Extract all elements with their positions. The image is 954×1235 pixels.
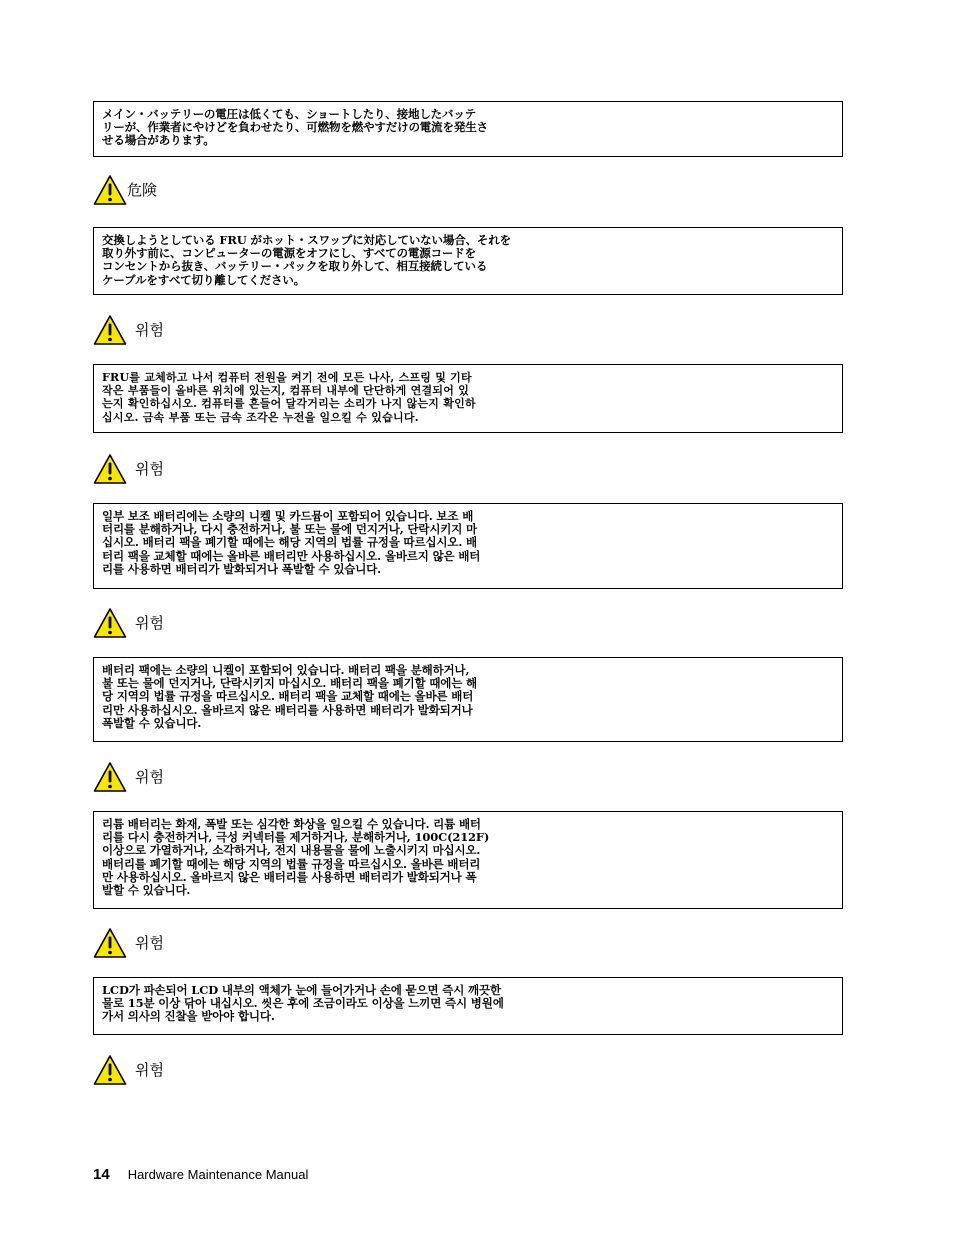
- warning-triangle-icon: [93, 1054, 127, 1086]
- warning-triangle-icon: [93, 607, 127, 639]
- notice-text: LCD가 파손되어 LCD 내부의 액체가 눈에 들어가거나 손에 묻으면 즉시 깨끗한 물로 15분 이상 닦아 내십시오. 씻은 후에 조금이라도 이상을 느끼면 즉시 병원에 가서 의사의 진찰을 받아야 합니다.: [102, 983, 504, 1024]
- notice-box-backup-battery: [93, 503, 843, 589]
- warning-triangle-icon: [93, 927, 127, 959]
- page-footer: [93, 1166, 308, 1183]
- notice-text: 交換しようとしている FRU がホット・スワップに対応していない場合、それを 取り外す前に、コンピューターの電源をオフにし、すべての電源コードを コンセントから抜き、バッテリー・パックを取り外して、相互接続している ケーブルをすべて切り離してください。: [102, 233, 511, 287]
- danger-heading: [93, 606, 164, 640]
- danger-label: 危険: [127, 180, 158, 199]
- danger-heading: [93, 452, 164, 486]
- danger-label: 위험: [135, 933, 164, 952]
- notice-box-lithium-battery: [93, 811, 843, 909]
- danger-heading: [93, 926, 164, 960]
- warning-triangle-icon: [93, 174, 127, 206]
- manual-title: Hardware Maintenance Manual: [127, 1167, 309, 1182]
- notice-text: 일부 보조 배터리에는 소량의 니켈 및 카드뮴이 포함되어 있습니다. 보조 배 터리를 분해하거나, 다시 충전하거나, 불 또는 물에 던지거나, 단락시키지 마 십시오. 배터리 팩을 폐기할 때에는 해당 지역의 법률 규정을 따르십시오. 배 터리 팩을 교체할 때에는 올바른 배터리만 사용하십시오. 올바르지 않은 배터 리를 사용하면 배터리가 발화되거나 폭발할 수 있습니다.: [102, 509, 481, 576]
- danger-heading: [93, 313, 164, 347]
- danger-label: 위험: [135, 613, 164, 632]
- notice-text: メイン・バッテリーの電圧は低くても、ショートしたり、接地したバッテ リーが、作業者にやけどを負わせたり、可燃物を燃やすだけの電流を発生さ せる場合があります。: [102, 107, 488, 148]
- danger-heading: [93, 760, 164, 794]
- page-number: 14: [93, 1166, 110, 1183]
- warning-triangle-icon: [93, 314, 127, 346]
- danger-heading: [93, 173, 157, 207]
- notice-box-battery-voltage: [93, 101, 843, 157]
- danger-label: 위험: [135, 320, 164, 339]
- notice-box-hot-swap: [93, 227, 843, 295]
- notice-box-fru: [93, 364, 843, 433]
- notice-text: 배터리 팩에는 소량의 니켈이 포함되어 있습니다. 배터리 팩을 분해하거나, 불 또는 물에 던지거나, 단락시키지 마십시오. 배터리 팩을 폐기할 때에는 해 당 지역의 법률 규정을 따르십시오. 배터리 팩을 교체할 때에는 올바른 배터 리만 사용하십시오. 올바르지 않은 배터리를 사용하면 배터리가 발화되거나 폭발할 수 있습니다.: [102, 663, 478, 730]
- danger-heading: [93, 1053, 164, 1087]
- notice-box-battery-pack: [93, 657, 843, 742]
- notice-text: FRU를 교체하고 나서 컴퓨터 전원을 켜기 전에 모든 나사, 스프링 및 기타 작은 부품들이 올바른 위치에 있는지, 컴퓨터 내부에 단단하게 연결되어 있 는지 확인하십시오. 컴퓨터를 흔들어 달각거리는 소리가 나지 않는지 확인하 십시오. 금속 부품 또는 금속 조각은 누전을 일으킬 수 있습니다.: [102, 371, 476, 424]
- notice-box-lcd: [93, 977, 843, 1035]
- warning-triangle-icon: [93, 761, 127, 793]
- danger-label: 위험: [135, 1060, 164, 1079]
- warning-triangle-icon: [93, 453, 127, 485]
- notice-text: 리튬 배터리는 화재, 폭발 또는 심각한 화상을 일으킬 수 있습니다. 리튬 배터 리를 다시 충전하거나, 극성 커넥터를 제거하거나, 분해하거나, 100C(212F) 이상으로 가열하거나, 소각하거나, 전지 내용물을 물에 노출시키지 마십시오. 배터리를 폐기할 때에는 해당 지역의 법률 규정을 따르십시오. 올바른 배터리 만 사용하십시오. 올바르지 않은 배터리를 사용하면 배터리가 발화되거나 폭 발할 수 있습니다.: [102, 817, 490, 898]
- danger-label: 위험: [135, 459, 164, 478]
- danger-label: 위험: [135, 767, 164, 786]
